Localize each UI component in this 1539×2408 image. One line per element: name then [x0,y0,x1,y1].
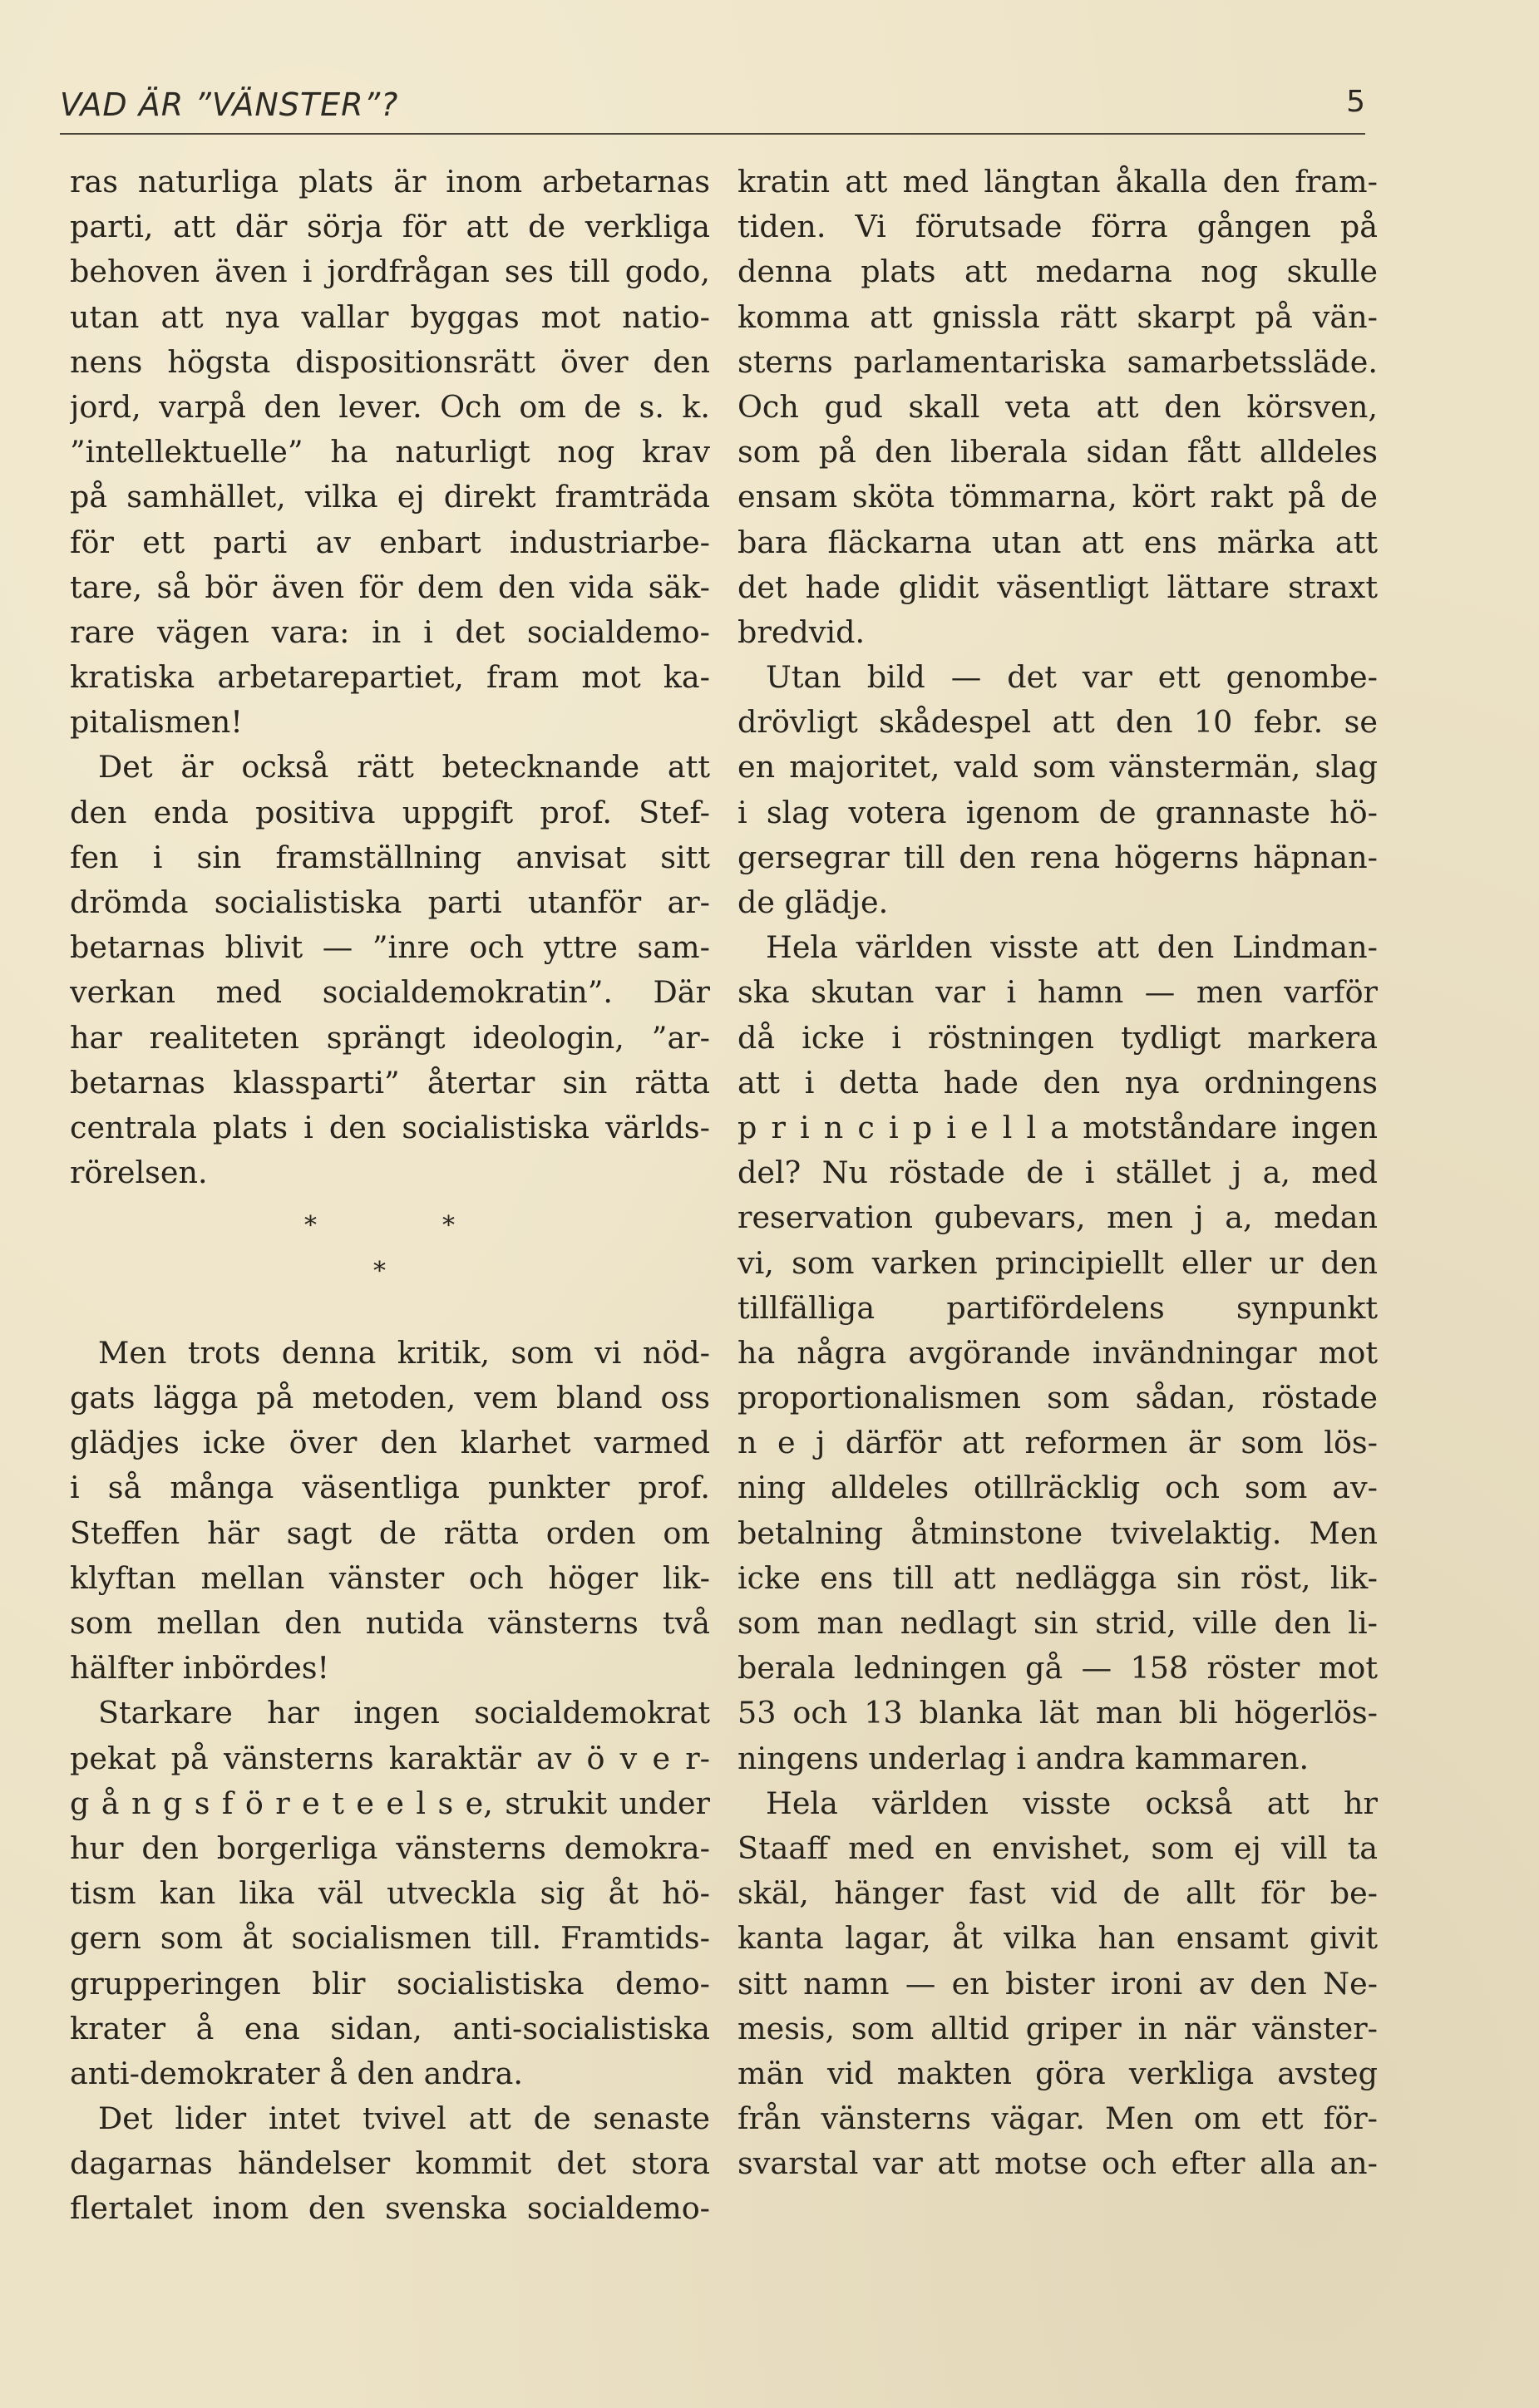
paragraph-first-line: Starkare har ingen socialdemokrat [98,1695,710,1731]
text-line: Steffen här sagt de rätta orden om [70,1514,710,1551]
text-line: hälfter inbördes! [70,1650,330,1687]
text-line: proportionalismen som sådan, röstade [737,1380,1378,1416]
text-line: då icke i röstningen tydligt markera [737,1019,1378,1056]
text-line: sitt namn — en bister ironi av den Ne- [737,1965,1378,2002]
text-line: som man nedlagt sin strid, ville den li- [737,1605,1378,1641]
text-line: ”intellektuelle” ha naturligt nog krav [70,434,710,470]
text-line: krater å ena sidan, anti-socialistiska [70,2010,710,2046]
paragraph-first-line: Det lider intet tvivel att de senaste [98,2100,710,2137]
text-line: parti, att där sörja för att de verkliga [70,209,710,245]
text-line: rörelsen. [70,1155,208,1191]
text-line: att i detta hade den nya ordningens [737,1064,1378,1101]
text-line: mesis, som alltid griper in när vänster- [737,2010,1378,2046]
text-line: 53 och 13 blanka lät man bli högerlös- [737,1695,1378,1731]
text-line: ningens underlag i andra kammaren. [737,1740,1310,1776]
paragraph-first-line: Det är också rätt betecknande att [98,749,710,785]
text-line: betalning åtminstone tvivelaktig. Men [737,1514,1378,1551]
text-line: glädjes icke över den klarhet varmed [70,1425,710,1461]
text-line: kratiska arbetarepartiet, fram mot ka- [70,659,710,696]
text-line: för ett parti av enbart industriarbe- [70,524,710,560]
text-line: har realiteten sprängt ideologin, ”ar- [70,1019,710,1056]
text-line: gersegrar till den rena högerns häpnan- [737,839,1378,875]
text-line: berala ledningen gå — 158 röster mot [737,1650,1378,1687]
text-line: skäl, hänger fast vid de allt för be- [737,1875,1378,1912]
text-line: verkan med socialdemokratin”. Där [70,974,710,1011]
text-line: bredvid. [737,613,866,650]
blank-line [70,1286,710,1331]
section-ornament [70,1241,710,1286]
text-line: drömda socialistiska parti utanför ar- [70,884,710,920]
text-line: Staaff med en envishet, som ej vill ta [737,1829,1378,1866]
text-line: betarnas klassparti” återtar sin rätta [70,1064,710,1101]
text-line: de glädje. [737,884,889,920]
text-line: nens högsta dispositionsrätt över den [70,343,710,380]
text-line: klyftan mellan vänster och höger lik- [70,1559,710,1596]
text-line: flertalet inom den svenska socialdemo- [70,2190,710,2227]
running-title: VAD ÄR ”VÄNSTER”? [60,86,399,123]
text-line: som på den liberala sidan fått alldeles [737,434,1378,470]
text-line: tare, så bör även för dem den vida säk- [70,569,710,605]
text-line: g å n g s f ö r e t e e l s e, strukit under [70,1785,710,1821]
text-line: n e j därför att reformen är som lös- [737,1425,1378,1461]
text-line: anti-demokrater å den andra. [70,2055,524,2091]
text-line: jord, varpå den lever. Och om de s. k. [70,388,710,425]
text-line: del? Nu röstade de i stället j a, med [737,1155,1378,1191]
text-line: gern som åt socialismen till. Framtids- [70,1920,710,1957]
text-line: på samhället, vilka ej direkt framträda [70,479,710,515]
paragraph-first-line: Utan bild — det var ett genombe- [766,659,1378,696]
text-line: det hade glidit väsentligt lättare straxt [737,569,1378,605]
text-line: män vid makten göra verkliga avsteg [737,2055,1378,2091]
text-line: bara fläckarna utan att ens märka att [737,524,1378,560]
asterisk-ornament: * [304,1211,317,1241]
text-line: reservation gubevars, men j a, medan [737,1199,1378,1236]
paragraph-first-line: Hela världen visste också att hr [766,1785,1378,1821]
text-line: den enda positiva uppgift prof. Stef- [70,794,710,830]
left-column [70,160,710,2287]
text-line: drövligt skådespel att den 10 febr. se [737,704,1378,741]
text-line: kanta lagar, åt vilka han ensamt givit [737,1920,1378,1957]
text-line: betarnas blivit — ”inre och yttre sam- [70,929,710,966]
text-line: utan att nya vallar byggas mot natio- [70,298,710,335]
text-line: ensam sköta tömmarna, kört rakt på de [737,479,1378,515]
header-rule [60,133,1365,135]
page-number: 5 [1346,85,1365,119]
asterisk-ornament: * [442,1211,455,1241]
text-line: ras naturliga plats är inom arbetarnas [70,164,710,199]
text-line: tillfälliga partifördelens synpunkt [737,1289,1378,1326]
text-line: sterns parlamentariska samarbetssläde. [737,343,1378,380]
section-ornament [70,1195,710,1240]
text-line: pitalismen! [70,704,243,741]
text-line: i slag votera igenom de grannaste hö- [737,794,1378,830]
text-line: kratin att med längtan åkalla den fram- [737,164,1378,199]
text-line: gats lägga på metoden, vem bland oss [70,1380,710,1416]
running-header [60,83,1365,133]
text-line: centrala plats i den socialistiska världs- [70,1109,710,1145]
right-column [737,160,1378,2287]
text-line: dagarnas händelser kommit det stora [70,2145,710,2182]
text-line: en majoritet, vald som vänstermän, slag [737,749,1378,785]
paragraph-first-line: Men trots denna kritik, som vi nöd- [98,1334,710,1371]
text-line: ska skutan var i hamn — men varför [737,974,1378,1011]
text-line: hur den borgerliga vänsterns demokra- [70,1829,710,1866]
text-line: svarstal var att motse och efter alla an- [737,2145,1378,2182]
text-line: ning alldeles otillräcklig och som av- [737,1470,1378,1506]
text-line: från vänsterns vägar. Men om ett för- [737,2100,1378,2137]
text-line: i så många väsentliga punkter prof. [70,1470,710,1506]
text-line: ha några avgörande invändningar mot [737,1334,1378,1371]
text-line: denna plats att medarna nog skulle [737,254,1378,290]
text-line: fen i sin framställning anvisat sitt [70,839,710,875]
text-line: icke ens till att nedlägga sin röst, lik- [737,1559,1378,1596]
text-line: som mellan den nutida vänsterns två [70,1605,710,1641]
text-line: tiden. Vi förutsade förra gången på [737,209,1378,245]
text-line: behoven även i jordfrågan ses till godo, [70,254,710,290]
text-line: komma att gnissla rätt skarpt på vän- [737,298,1378,335]
text-line: p r i n c i p i e l l a motståndare ingen [737,1109,1378,1145]
text-line: Och gud skall veta att den körsven, [737,388,1378,425]
text-line: rare vägen vara: in i det socialdemo- [70,613,710,650]
text-line: pekat på vänsterns karaktär av ö v e r- [70,1740,710,1776]
text-line: tism kan lika väl utveckla sig åt hö- [70,1875,710,1912]
paragraph-first-line: Hela världen visste att den Lindman- [766,929,1378,966]
asterisk-ornament: * [373,1256,386,1286]
text-line: vi, som varken principiellt eller ur den [737,1244,1378,1281]
text-line: grupperingen blir socialistiska demo- [70,1965,710,2002]
